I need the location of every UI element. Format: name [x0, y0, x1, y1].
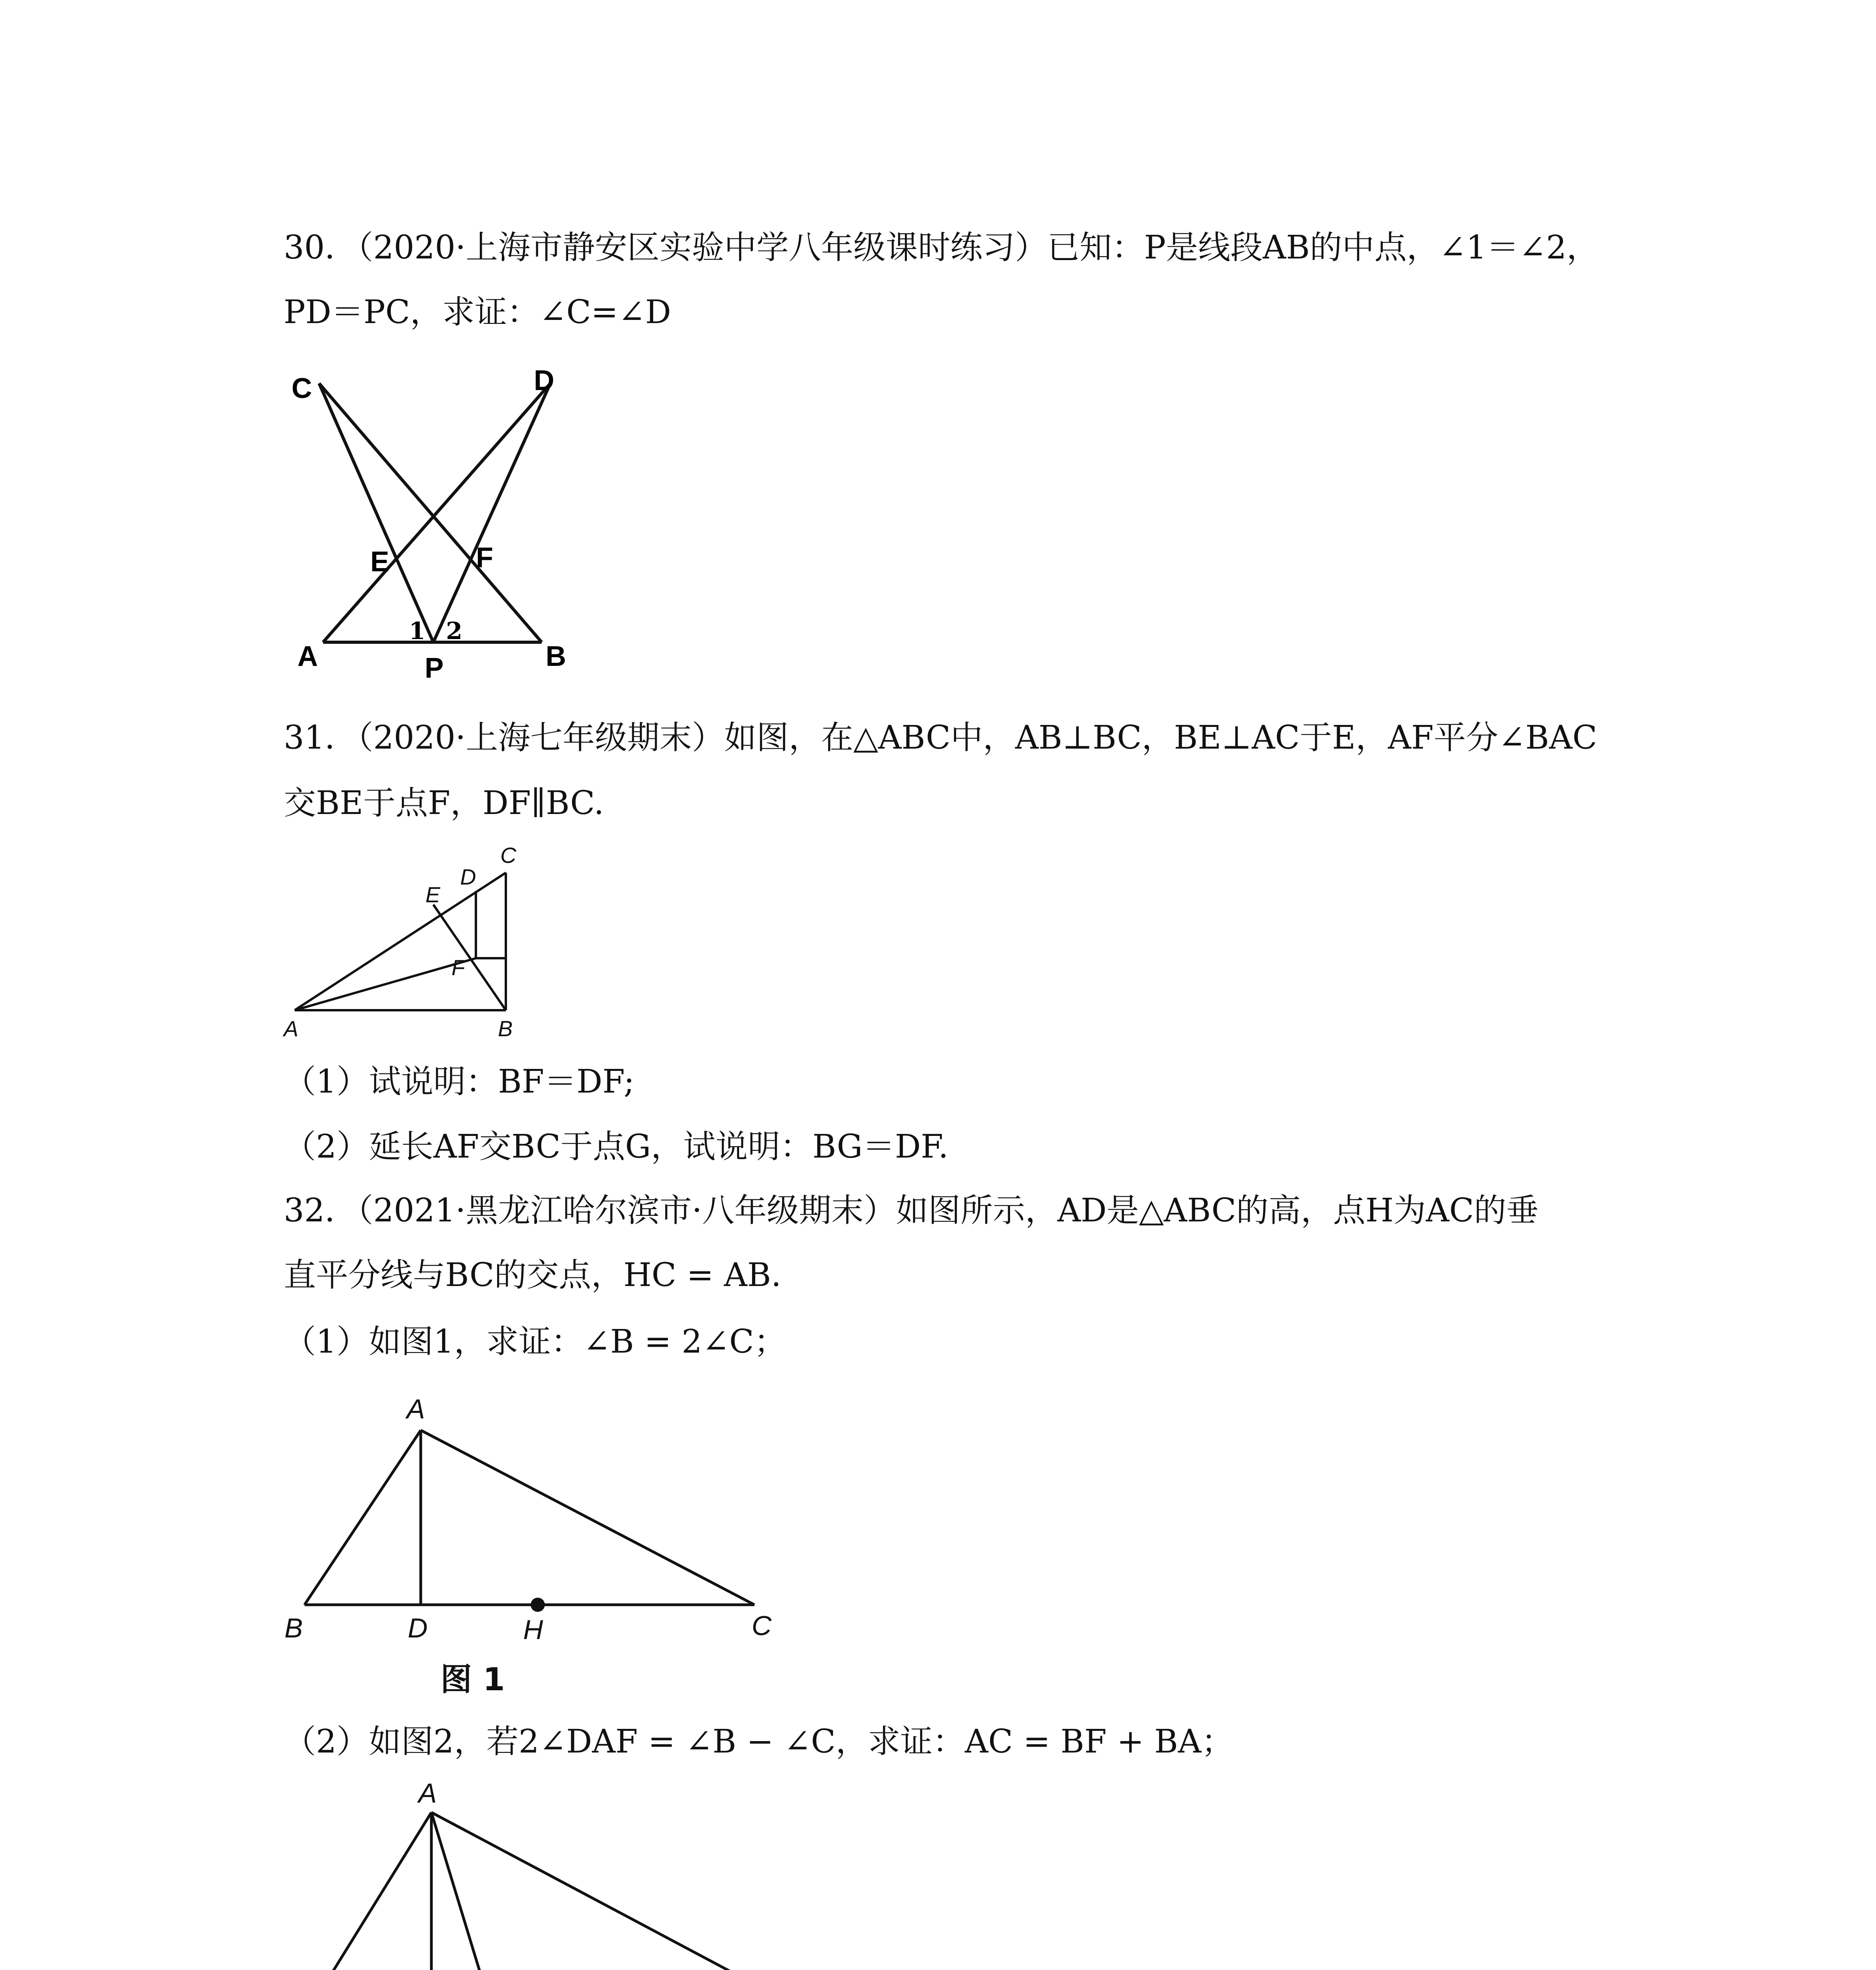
q32-fig1-point-h	[531, 1598, 545, 1612]
q31-part1: （1）试说明：BF＝DF;	[284, 1063, 635, 1100]
q30-angle-1: 1	[409, 617, 425, 645]
q31-label-f: F	[451, 955, 465, 980]
q31-part2: （2）延长AF交BC于点G，试说明：BG＝DF.	[284, 1128, 949, 1165]
q32-fig1-label-a: A	[407, 1394, 425, 1424]
q30-label-b: B	[546, 641, 566, 672]
q31-label-c: C	[500, 843, 516, 868]
q30-figure-lines	[319, 383, 550, 642]
q32-fig1-caption: 图 1	[440, 1661, 505, 1698]
q32-part1: （1）如图1，求证：∠B = 2∠C；	[284, 1323, 786, 1360]
q30-label-d: D	[534, 365, 554, 396]
q30-label-a: A	[297, 641, 318, 672]
q30-line2: PD＝PC，求证：∠C=∠D	[284, 294, 671, 331]
segment-da	[323, 383, 550, 642]
q32-fig1-label-c: C	[752, 1610, 772, 1639]
q32-line2: 直平分线与BC的交点，HC = AB.	[284, 1256, 782, 1294]
q32-figure-1	[276, 1387, 796, 1639]
q30-figure	[276, 355, 583, 682]
q32-fig1-label-d: D	[408, 1613, 428, 1639]
q31-figure	[276, 835, 536, 1048]
segment-cb	[319, 383, 542, 642]
q31-label-a: A	[284, 1016, 299, 1041]
segment-dp	[433, 383, 550, 642]
q30-label-e: E	[370, 546, 390, 578]
q31-label-e: E	[425, 882, 440, 907]
q32-part2: （2）如图2，若2∠DAF = ∠B − ∠C，求证：AC = BF + BA；	[284, 1723, 1234, 1760]
q32-figure-2	[276, 1773, 796, 1970]
segment-cp	[319, 383, 433, 642]
q30-label-p: P	[425, 652, 444, 682]
q32-fig2-label-a: A	[418, 1778, 437, 1808]
q32-fig1-lines	[305, 1430, 754, 1605]
q32-line1: 32．（2021·黑龙江哈尔滨市·八年级期末）如图所示，AD是△ABC的高，点H为AC的垂	[284, 1192, 1539, 1229]
q32-fig1-label-b: B	[284, 1613, 303, 1639]
q31-line2: 交BE于点F，DF∥BC.	[284, 784, 604, 822]
q31-line1: 31．（2020·上海七年级期末）如图，在△ABC中，AB⊥BC，BE⊥AC于E，AF平分∠BAC	[284, 719, 1597, 756]
q31-figure-lines	[295, 873, 506, 1010]
q32-fig2-lines	[319, 1812, 772, 1970]
q31-label-d: D	[460, 864, 476, 889]
q30-line1: 30．（2020·上海市静安区实验中学八年级课时练习）已知：P是线段AB的中点，∠1＝∠2，	[284, 229, 1599, 266]
q30-angle-2: 2	[446, 617, 462, 645]
q30-label-c: C	[292, 373, 312, 404]
q31-label-b: B	[498, 1016, 513, 1041]
q30-label-f: F	[476, 542, 493, 574]
q32-fig1-label-h: H	[523, 1614, 543, 1639]
